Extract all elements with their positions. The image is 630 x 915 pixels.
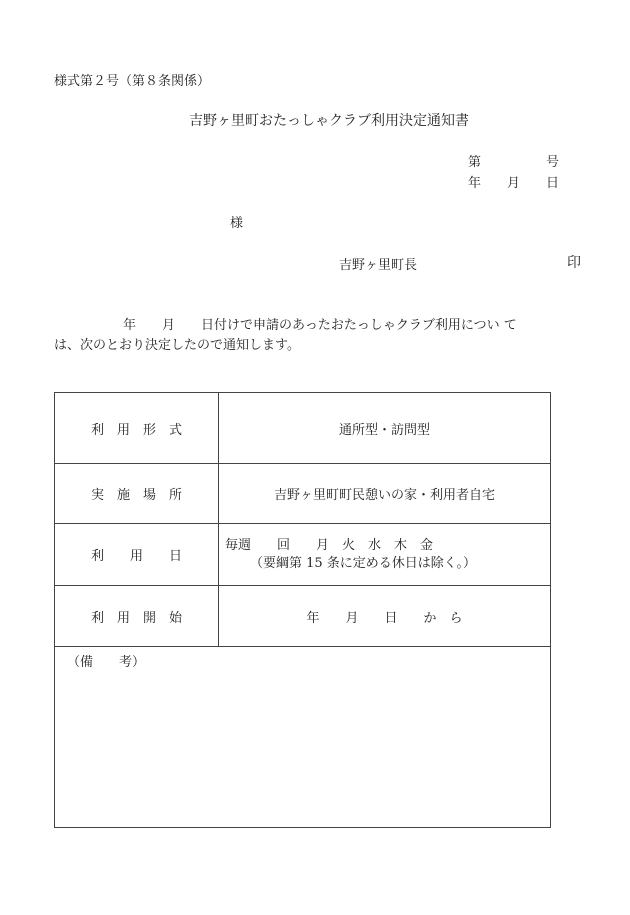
body-text-line-2: は、次のとおり決定したので通知します。 xyxy=(54,338,300,353)
recipient-honorific: 様 xyxy=(230,216,244,231)
table-row xyxy=(55,393,551,464)
usage-days-cell xyxy=(219,524,551,586)
table-row xyxy=(55,464,551,524)
start-label: 利 用 開 始 xyxy=(55,586,219,647)
usage-days-label: 利 用 日 xyxy=(55,524,219,586)
form-number: 様式第２号（第８条関係） xyxy=(54,74,211,89)
holiday-note: （要綱第 15 条に定める休日は除く。） xyxy=(250,555,477,571)
usage-type-value: 通所型・訪問型 xyxy=(219,393,551,464)
remarks-label: （備 考） xyxy=(55,647,551,828)
body-text-line-1: 年 月 日付けで申請のあったおたっしゃクラブ利用につい て xyxy=(123,318,517,333)
usage-days-value: 毎週 回 月 火 水 木 金 xyxy=(225,537,434,553)
reference-number: 第 号 xyxy=(468,155,560,170)
table-row xyxy=(55,647,551,828)
usage-type-label: 利 用 形 式 xyxy=(55,393,219,464)
location-value: 吉野ヶ里町町民憩いの家・利用者自宅 xyxy=(219,464,551,524)
table-row xyxy=(55,524,551,586)
location-label: 実 施 場 所 xyxy=(55,464,219,524)
issue-date: 年 月 日 xyxy=(468,176,560,191)
decision-table xyxy=(54,392,551,828)
table-row xyxy=(55,586,551,647)
document-title: 吉野ヶ里町おたっしゃクラブ利用決定通知書 xyxy=(189,113,469,129)
issuer-name: 吉野ヶ里町長 xyxy=(339,258,418,273)
start-value: 年 月 日 か ら xyxy=(219,586,551,647)
seal-mark: 印 xyxy=(567,255,581,271)
